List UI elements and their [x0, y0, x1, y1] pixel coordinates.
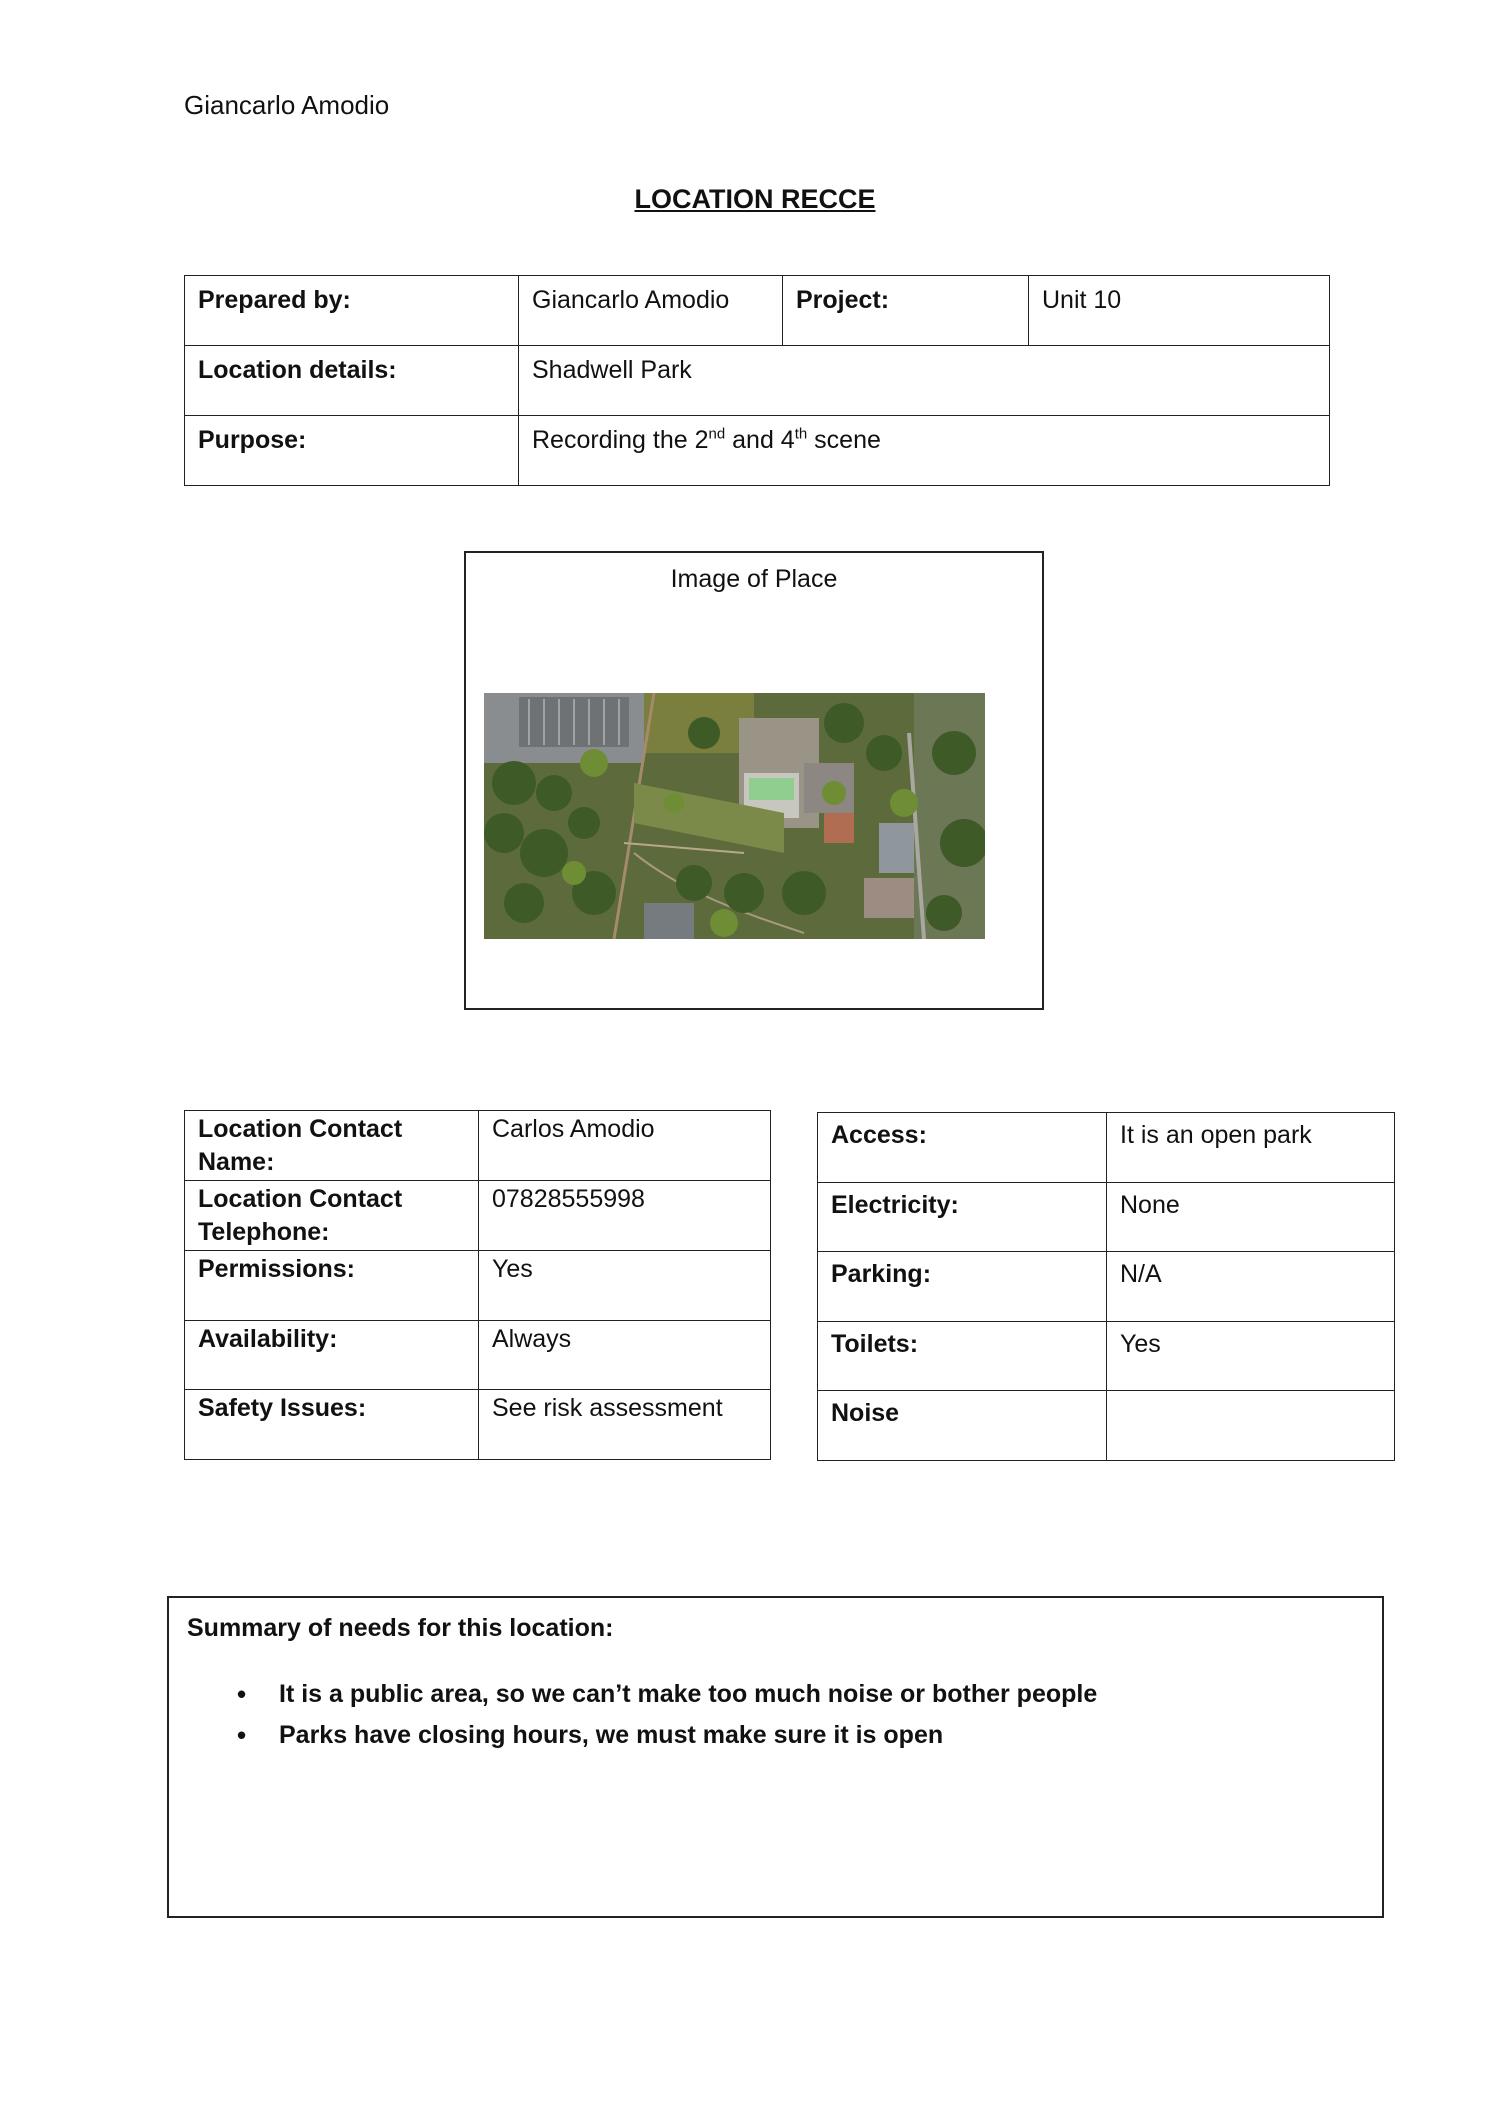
access-label: Access: — [818, 1113, 1107, 1183]
toilets-label: Toilets: — [818, 1321, 1107, 1391]
image-of-place-box — [464, 551, 1044, 1010]
purpose-text-1: Recording the 2 — [532, 426, 709, 454]
author-name: Giancarlo Amodio — [184, 90, 390, 120]
electricity-label: Electricity: — [818, 1182, 1107, 1252]
noise-label: Noise — [818, 1391, 1107, 1461]
summary-list — [187, 1674, 1097, 1756]
availability-label: Availability: — [185, 1320, 479, 1390]
purpose-value — [519, 416, 1330, 486]
prepared-by-label: Prepared by: — [185, 276, 519, 346]
location-contact-table — [184, 1110, 771, 1460]
page-title: LOCATION RECCE — [634, 184, 876, 214]
permissions-value: Yes — [479, 1251, 771, 1321]
summary-title: Summary of needs for this location: — [187, 1614, 614, 1642]
list-item — [187, 1715, 1097, 1756]
electricity-value: None — [1107, 1182, 1395, 1252]
contact-telephone-label: Location Contact Telephone: — [185, 1181, 479, 1251]
summary-box — [167, 1596, 1384, 1918]
safety-issues-label: Safety Issues: — [185, 1390, 479, 1460]
facilities-table — [817, 1112, 1395, 1461]
permissions-label: Permissions: — [185, 1251, 479, 1321]
location-details-value: Shadwell Park — [519, 346, 1330, 416]
toilets-value: Yes — [1107, 1321, 1395, 1391]
contact-telephone-value: 07828555998 — [479, 1181, 771, 1251]
project-label: Project: — [783, 276, 1029, 346]
contact-name-label: Location Contact Name: — [185, 1111, 479, 1181]
project-value: Unit 10 — [1029, 276, 1330, 346]
parking-label: Parking: — [818, 1252, 1107, 1322]
aerial-park-photo — [484, 693, 985, 939]
noise-value — [1107, 1391, 1395, 1461]
list-item — [187, 1674, 1097, 1715]
prepared-by-value: Giancarlo Amodio — [519, 276, 783, 346]
purpose-text-3: scene — [807, 426, 881, 454]
location-details-label: Location details: — [185, 346, 519, 416]
summary-item-text: Parks have closing hours, we must make sure it is open — [279, 1721, 944, 1749]
parking-value: N/A — [1107, 1252, 1395, 1322]
contact-name-value: Carlos Amodio — [479, 1111, 771, 1181]
image-caption: Image of Place — [670, 565, 838, 593]
purpose-text-2: and 4 — [725, 426, 795, 454]
purpose-label: Purpose: — [185, 416, 519, 486]
availability-value: Always — [479, 1320, 771, 1390]
purpose-sup-1: nd — [708, 425, 726, 443]
safety-issues-value: See risk assessment — [479, 1390, 771, 1460]
purpose-sup-2: th — [794, 425, 808, 443]
prepared-by-table — [184, 275, 1330, 486]
bullet-icon: • — [237, 1720, 247, 1750]
bullet-icon: • — [237, 1679, 247, 1709]
access-value: It is an open park — [1107, 1113, 1395, 1183]
summary-item-text: It is a public area, so we can’t make too much noise or bother people — [279, 1680, 1098, 1708]
